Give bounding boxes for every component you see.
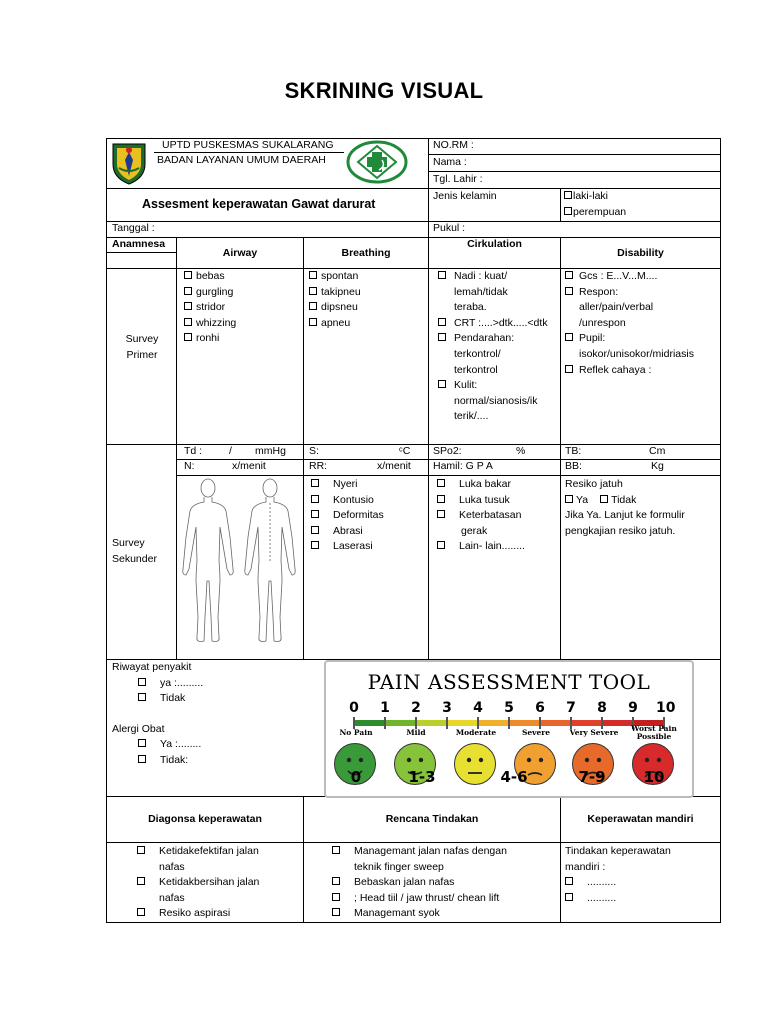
pain-scale-number: 10 — [656, 700, 676, 716]
sekunder-cirkulation-options — [437, 477, 525, 555]
pain-scale-tick — [384, 717, 386, 729]
mandiri-text: mandiri : — [565, 860, 606, 873]
disability-text: /unrespon — [579, 316, 626, 329]
mandiri-list — [565, 844, 671, 906]
pain-scale-segment — [571, 720, 602, 726]
checkbox-icon[interactable] — [564, 207, 572, 215]
rencana-option[interactable]: Bebaskan jalan nafas — [332, 875, 507, 891]
alergi-title: Alergi Obat — [112, 722, 165, 735]
cirkulation-text: terik/.... — [454, 410, 489, 423]
checkbox-icon[interactable] — [565, 877, 573, 885]
injury-text: gerak — [461, 524, 488, 537]
pain-scale-number: 4 — [473, 700, 483, 716]
pain-face-label: Moderate — [455, 728, 497, 737]
cirkulation-option[interactable]: Nadi : kuat/ — [440, 269, 548, 285]
checkbox-icon[interactable] — [438, 318, 446, 326]
airway-option[interactable]: bebas — [184, 269, 236, 285]
checkbox-icon[interactable] — [332, 908, 340, 916]
org-name-line2: BADAN LAYANAN UMUM DAERAH — [157, 154, 326, 166]
cirkulation-option[interactable]: Kulit: — [440, 378, 548, 394]
s-unit: ᶜC — [399, 445, 411, 457]
checkbox-icon[interactable] — [184, 333, 192, 341]
pain-face-label: Very Severe — [569, 728, 619, 737]
resiko-jatuh-section — [565, 477, 685, 539]
body-front-figure — [183, 479, 233, 642]
n-label[interactable]: N: — [184, 460, 195, 472]
riwayat-tidak-option[interactable]: Tidak — [112, 691, 203, 707]
injury-option[interactable]: Luka tusuk — [437, 493, 525, 509]
airway-option[interactable]: stridor — [184, 300, 236, 316]
disability-options — [565, 269, 694, 378]
checkbox-icon[interactable] — [311, 479, 319, 487]
checkbox-icon[interactable] — [184, 318, 192, 326]
jenis-kelamin-label: Jenis kelamin — [433, 190, 497, 202]
checkbox-icon[interactable] — [137, 877, 145, 885]
checkbox-icon[interactable] — [311, 541, 319, 549]
mandiri-text: Tindakan keperawatan — [565, 845, 671, 857]
pain-face-label: Worst Pain Possible — [631, 724, 677, 741]
disability-option[interactable]: Gcs : E...V...M.... — [565, 269, 694, 285]
pain-scale-segment — [540, 720, 571, 726]
pain-range-label: 1-3 — [408, 768, 436, 786]
pain-face-label: No Pain — [339, 728, 373, 737]
cirkulation-options — [440, 269, 548, 425]
cirkulation-option[interactable]: CRT :....>dtk.....<dtk — [440, 316, 548, 332]
pain-range-label: 0 — [350, 768, 362, 786]
checkbox-icon[interactable] — [184, 271, 192, 279]
pain-scale-segment — [509, 720, 540, 726]
pain-scale-number: 3 — [442, 700, 452, 716]
pain-scale-tick — [446, 717, 448, 729]
checkbox-icon[interactable] — [332, 877, 340, 885]
disability-option[interactable]: Reflek cahaya : — [565, 363, 694, 379]
checkbox-icon[interactable] — [564, 191, 572, 199]
airway-options — [184, 269, 236, 347]
checkbox-icon[interactable] — [311, 526, 319, 534]
alergi-tidak-option[interactable]: Tidak: — [112, 753, 203, 769]
rencana-option[interactable]: Managemant jalan nafas dengan — [332, 844, 507, 860]
sekunder-breathing-options — [311, 477, 384, 555]
pain-assessment-tool — [324, 660, 694, 798]
cirkulation-text: normal/sianosis/ik — [454, 394, 538, 407]
resiko-note: pengkajian resiko jatuh. — [565, 524, 676, 537]
breathing-option[interactable]: takipneu — [309, 285, 361, 301]
disability-text: aller/pain/verbal — [579, 301, 654, 314]
riwayat-title: Riwayat penyakit — [112, 661, 192, 673]
checkbox-icon[interactable] — [438, 333, 446, 341]
survey-primer-label: Survey Primer — [125, 333, 159, 361]
diagnosa-text: nafas — [159, 891, 185, 904]
airway-option[interactable]: gurgling — [184, 285, 236, 301]
rencana-option[interactable]: Managemant syok — [332, 906, 507, 922]
pain-scale-number: 2 — [411, 700, 421, 716]
checkbox-icon[interactable] — [138, 678, 146, 686]
riwayat-ya-option[interactable]: ya :......... — [112, 676, 203, 692]
pain-scale-number: 1 — [380, 700, 390, 716]
pain-scale-segment — [385, 720, 416, 726]
breathing-options — [309, 269, 361, 331]
gender-option-perempuan[interactable]: perempuan — [564, 205, 626, 221]
pain-scale-tick — [508, 717, 510, 729]
pain-scale-segment — [416, 720, 447, 726]
checkbox-icon[interactable] — [565, 271, 573, 279]
pain-face-label: Mild — [406, 728, 426, 737]
checkbox-icon[interactable] — [437, 541, 445, 549]
col-cirkulation: Cirkulation — [467, 238, 522, 250]
alergi-ya-option[interactable]: Ya :........ — [112, 737, 203, 753]
gender-option-laki[interactable]: laki-laki — [564, 189, 608, 205]
resiko-note: Jika Ya. Lanjut ke formulir — [565, 509, 685, 522]
regency-logo — [107, 140, 151, 186]
checkbox-icon[interactable] — [184, 287, 192, 295]
breathing-option[interactable]: apneu — [309, 316, 361, 332]
spo2-label[interactable]: SPo2: — [433, 445, 462, 457]
checkbox-icon[interactable] — [565, 287, 573, 295]
resiko-tidak-option[interactable]: Tidak — [600, 494, 636, 506]
mandiri-title: Keperawatan mandiri — [587, 813, 694, 825]
col-disability: Disability — [617, 247, 664, 259]
pain-scale-number: 9 — [628, 700, 638, 716]
checkbox-icon[interactable] — [309, 287, 317, 295]
disability-option[interactable]: Respon: — [565, 285, 694, 301]
rencana-option[interactable]: ; Head tiil / jaw thrust/ chean lift — [332, 891, 507, 907]
pain-scale-number: 7 — [566, 700, 576, 716]
diagnosa-title: Diagonsa keperawatan — [148, 813, 262, 825]
checkbox-icon[interactable] — [565, 495, 573, 503]
injury-option[interactable]: Kontusio — [311, 493, 384, 509]
diagnosa-option[interactable]: Ketidakbersihan jalan — [137, 875, 259, 891]
cirkulation-option[interactable]: Pendarahan: — [440, 331, 548, 347]
checkbox-icon[interactable] — [332, 846, 340, 854]
checkbox-icon[interactable] — [309, 318, 317, 326]
pain-face-label: Severe — [521, 728, 551, 737]
disability-text: isokor/unisokor/midriasis — [579, 347, 694, 360]
checkbox-icon[interactable] — [311, 495, 319, 503]
checkbox-icon[interactable] — [565, 333, 573, 341]
pain-scale-segment — [447, 720, 478, 726]
page-title: SKRINING VISUAL — [284, 78, 484, 103]
body-diagram[interactable] — [180, 477, 300, 647]
nama-field[interactable]: Nama : — [433, 156, 467, 168]
checkbox-icon[interactable] — [137, 908, 145, 916]
resiko-jatuh-title: Resiko jatuh — [565, 478, 623, 490]
checkbox-icon[interactable] — [437, 510, 445, 518]
injury-option[interactable]: Nyeri — [311, 477, 384, 493]
resiko-ya-option[interactable]: Ya — [565, 494, 588, 506]
pain-scale-number: 8 — [597, 700, 607, 716]
org-name-line1: UPTD PUSKESMAS SUKALARANG — [162, 139, 334, 151]
breathing-option[interactable]: dipsneu — [309, 300, 361, 316]
checkbox-icon[interactable] — [138, 693, 146, 701]
rr-unit: x/menit — [377, 460, 411, 472]
checkbox-icon[interactable] — [138, 755, 146, 763]
checkbox-icon[interactable] — [137, 846, 145, 854]
rencana-list — [332, 844, 507, 922]
pain-scale-segment — [478, 720, 509, 726]
col-breathing: Breathing — [341, 247, 391, 259]
airway-option[interactable]: ronhi — [184, 331, 236, 347]
pain-scale-segment — [354, 720, 385, 726]
tgl-lahir-field[interactable]: Tgl. Lahir : — [433, 173, 483, 185]
injury-option[interactable]: Keterbatasan — [437, 508, 525, 524]
bb-unit: Kg — [651, 460, 664, 472]
airway-option[interactable]: whizzing — [184, 316, 236, 332]
checkbox-icon[interactable] — [600, 495, 608, 503]
rr-label[interactable]: RR: — [309, 460, 328, 472]
td-label[interactable]: Td : — [184, 445, 203, 457]
pain-face-icon — [454, 743, 496, 785]
pain-scale-number: 6 — [535, 700, 545, 716]
pain-range-label: 10 — [643, 768, 665, 786]
checkbox-icon[interactable] — [332, 893, 340, 901]
pain-tool-title: PAIN ASSESSMENT TOOL — [367, 670, 651, 694]
checkbox-icon[interactable] — [438, 271, 446, 279]
hamil-label[interactable]: Hamil: G P A — [433, 460, 493, 472]
col-anamnesa: Anamnesa — [112, 238, 166, 250]
injury-option[interactable]: Laserasi — [311, 539, 384, 555]
diagnosa-list — [137, 844, 259, 922]
body-back-figure — [245, 479, 295, 642]
survey-sekunder-label: Survey Sekunder — [112, 537, 157, 565]
td-unit: mmHg — [255, 445, 286, 457]
injury-option[interactable]: Abrasi — [311, 524, 384, 540]
puskesmas-logo — [346, 140, 408, 184]
tb-label[interactable]: TB: — [565, 445, 582, 457]
tanggal-field[interactable]: Tanggal : — [112, 222, 155, 234]
pain-range-label: 4-6 — [500, 768, 528, 786]
assessment-title: Assesment keperawatan Gawat darurat — [142, 197, 376, 211]
cirkulation-text: terkontrol/ — [454, 347, 501, 360]
checkbox-icon[interactable] — [565, 365, 573, 373]
breathing-option[interactable]: spontan — [309, 269, 361, 285]
cirkulation-text: terkontrol — [454, 363, 498, 376]
riwayat-section — [112, 660, 203, 769]
pain-scale-number: 5 — [504, 700, 514, 716]
checkbox-icon[interactable] — [565, 893, 573, 901]
bb-label[interactable]: BB: — [565, 460, 582, 472]
checkbox-icon[interactable] — [309, 302, 317, 310]
n-unit: x/menit — [232, 460, 266, 472]
cirkulation-text: lemah/tidak — [454, 285, 508, 298]
spo2-unit: % — [516, 445, 526, 457]
cirkulation-text: teraba. — [454, 301, 487, 314]
tb-unit: Cm — [649, 445, 666, 457]
diagnosa-option[interactable]: Resiko aspirasi — [137, 906, 259, 922]
pain-range-label: 7-9 — [578, 768, 606, 786]
pain-scale-number: 0 — [349, 700, 359, 716]
injury-option[interactable]: Deformitas — [311, 508, 384, 524]
checkbox-icon[interactable] — [437, 495, 445, 503]
checkbox-icon[interactable] — [309, 271, 317, 279]
diagnosa-text: nafas — [159, 860, 185, 873]
col-airway: Airway — [222, 247, 258, 259]
checkbox-icon[interactable] — [184, 302, 192, 310]
checkbox-icon[interactable] — [438, 380, 446, 388]
rencana-title: Rencana Tindakan — [385, 813, 479, 825]
checkbox-icon[interactable] — [311, 510, 319, 518]
disability-option[interactable]: Pupil: — [565, 331, 694, 347]
mandiri-option[interactable]: .......... — [565, 875, 671, 891]
injury-option[interactable]: Lain- lain........ — [437, 539, 525, 555]
td-slash: / — [229, 445, 232, 457]
injury-option[interactable]: Luka bakar — [437, 477, 525, 493]
rencana-text: teknik finger sweep — [354, 860, 444, 873]
diagnosa-option[interactable]: Ketidakefektifan jalan — [137, 844, 259, 860]
no-rm-field[interactable]: NO.RM : — [433, 139, 474, 151]
pukul-field[interactable]: Pukul : — [433, 222, 466, 234]
checkbox-icon[interactable] — [138, 739, 146, 747]
mandiri-option[interactable]: .......... — [565, 891, 671, 907]
s-label[interactable]: S: — [309, 445, 319, 457]
checkbox-icon[interactable] — [437, 479, 445, 487]
